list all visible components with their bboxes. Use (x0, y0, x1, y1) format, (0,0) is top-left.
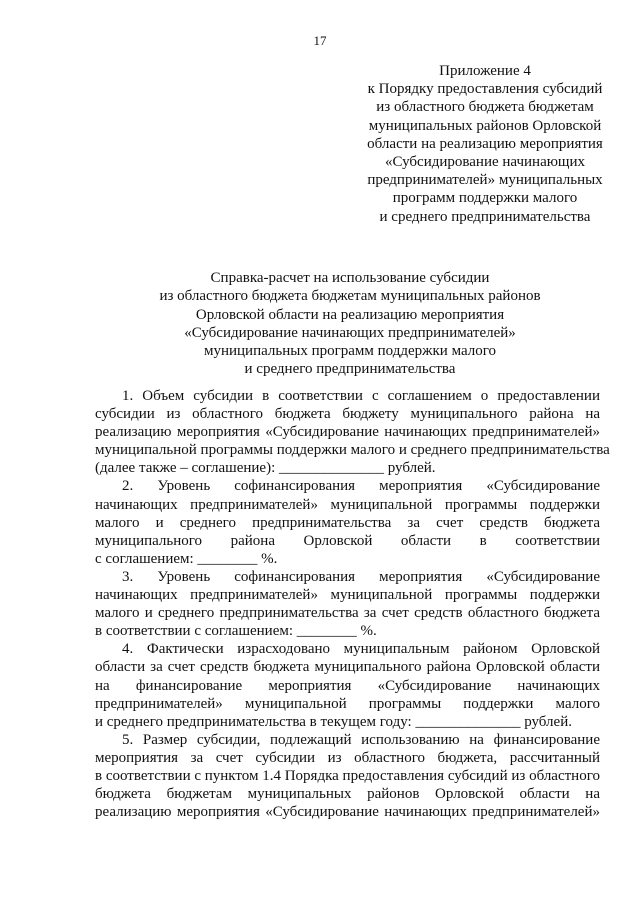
paragraph-line: реализацию мероприятия «Субсидирование начинающих предпринимателей» (95, 804, 600, 821)
paragraph-line: на финансирование мероприятия «Субсидирование начинающих (95, 677, 600, 694)
paragraph-line: бюджета бюджетам муниципальных районов Орловской области на (95, 786, 600, 803)
paragraph-line: 3. Уровень софинансирования мероприятия «Субсидирование (122, 568, 600, 585)
appendix-line: Приложение 4 (439, 63, 531, 79)
title-line: «Субсидирование начинающих предпринимателей» (184, 324, 516, 341)
title-line: муниципальных программ поддержки малого (203, 343, 497, 360)
paragraph-line: в соответствии с пунктом 1.4 Порядка предоставления субсидий из областного (95, 767, 600, 784)
paragraph-line: малого и среднего предпринимательства за счет средств бюджета (95, 514, 600, 531)
paragraph-5 (95, 731, 600, 821)
paragraph-line: в соответствии с соглашением: ________ %. (95, 623, 377, 640)
appendix-line: предпринимателей» муниципальных (367, 172, 603, 189)
paragraph-3 (95, 568, 600, 640)
appendix-line: к Порядку предоставления субсидий (367, 81, 603, 98)
paragraph-line: (далее также – соглашение): ______________ рублей. (95, 460, 436, 477)
title-line: и среднего предпринимательства (244, 361, 456, 378)
paragraph-line: и среднего предпринимательства в текущем году: ______________ рублей. (95, 713, 572, 730)
paragraph-line: субсидии из областного бюджета бюджету муниципального района на (95, 406, 600, 423)
appendix-header (340, 62, 630, 226)
title-line: из областного бюджета бюджетам муниципальных районов (159, 288, 541, 305)
document-body (95, 387, 610, 821)
paragraph-line: начинающих предпринимателей» муниципальной программы поддержки (95, 496, 600, 513)
paragraph-line: начинающих предпринимателей» муниципальной программы поддержки (95, 587, 600, 604)
paragraph-line: 1. Объем субсидии в соответствии с соглашением о предоставлении (122, 388, 600, 404)
paragraph-2 (95, 477, 600, 567)
paragraph-1 (95, 387, 610, 477)
paragraph-line: малого и среднего предпринимательства за счет средств областного бюджета (95, 605, 600, 622)
paragraph-line: 2. Уровень софинансирования мероприятия «Субсидирование (122, 478, 600, 495)
paragraph-4 (95, 640, 600, 730)
document-title (90, 269, 610, 379)
appendix-line: программ поддержки малого (392, 190, 578, 207)
title-line: Орловской области на реализацию мероприятия (195, 306, 505, 323)
page-number: 17 (313, 33, 327, 48)
paragraph-line: предпринимателей» муниципальной программы поддержки малого (95, 695, 600, 712)
paragraph-line: муниципального района Орловской области в соответствии (95, 532, 600, 549)
appendix-line: из областного бюджета бюджетам (376, 99, 594, 116)
appendix-line: «Субсидирование начинающих (384, 154, 586, 171)
paragraph-line: 5. Размер субсидии, подлежащий использованию на финансирование (122, 731, 600, 748)
appendix-line: и среднего предпринимательства (379, 208, 591, 225)
paragraph-line: мероприятия за счет субсидии из областного бюджета, рассчитанный (95, 749, 600, 766)
paragraph-line: муниципальной программы поддержки малого и среднего предпринимательства (95, 442, 610, 459)
paragraph-line: с соглашением: ________ %. (95, 550, 278, 567)
paragraph-line: реализацию мероприятия «Субсидирование начинающих предпринимателей» (95, 424, 600, 441)
appendix-line: области на реализацию мероприятия (367, 135, 603, 152)
paragraph-line: 4. Фактически израсходовано муниципальным районом Орловской (122, 641, 600, 658)
paragraph-line: области за счет средств бюджета муниципального района Орловской области (95, 659, 600, 676)
title-line: Справка-расчет на использование субсидии (210, 270, 490, 286)
appendix-line: муниципальных районов Орловской (368, 117, 602, 134)
